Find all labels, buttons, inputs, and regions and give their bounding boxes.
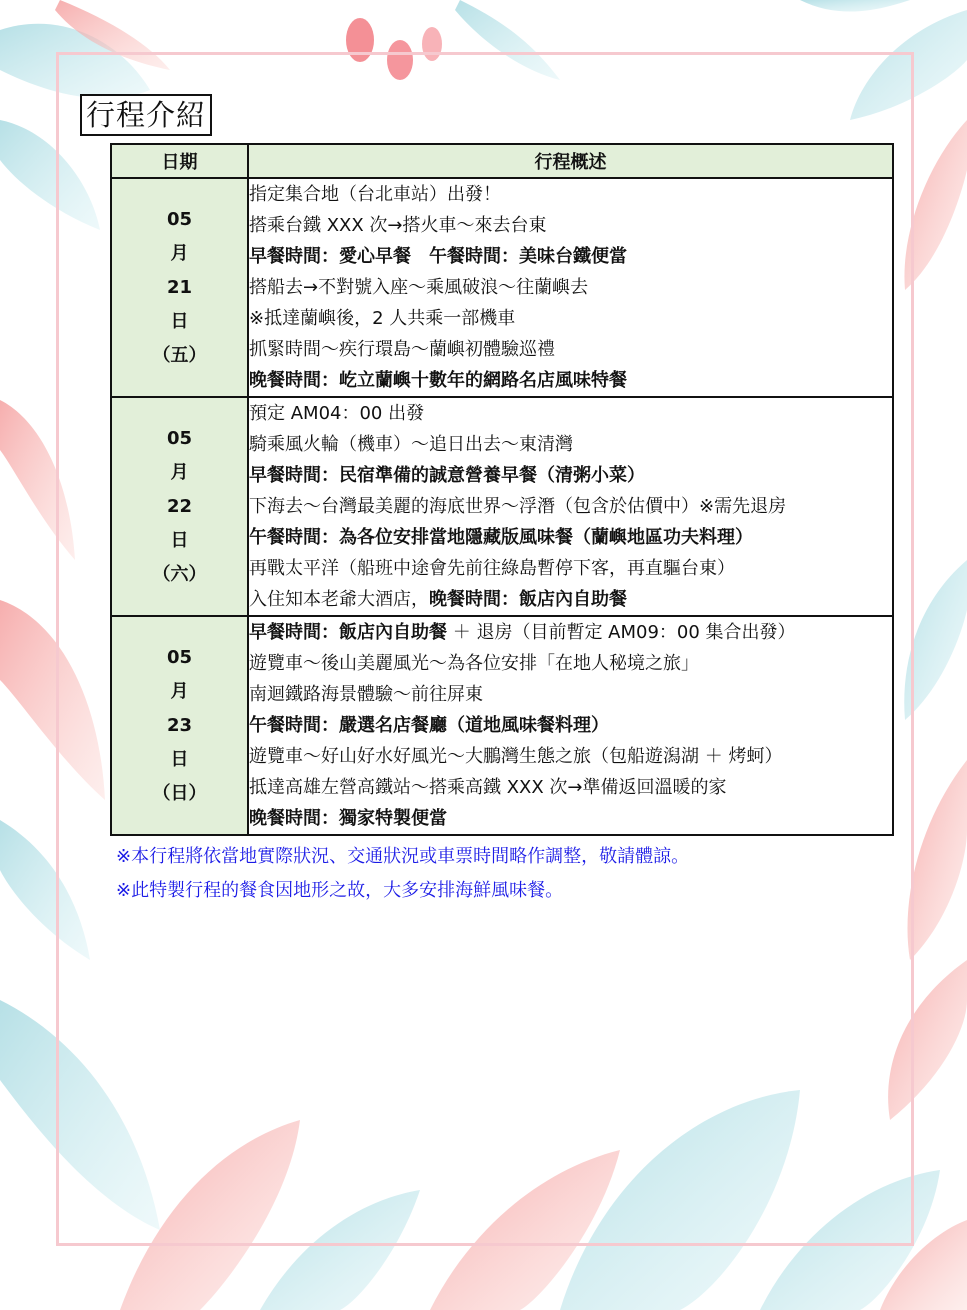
date-month-number: 05 bbox=[166, 208, 193, 230]
itinerary-line: ※抵達蘭嶼後，2 人共乘一部機車 bbox=[249, 308, 516, 329]
date-month-number: 05 bbox=[166, 646, 193, 668]
date-day-label: 日 bbox=[170, 310, 189, 332]
date-month-label: 月 bbox=[170, 461, 189, 483]
date-day-label: 日 bbox=[170, 748, 189, 770]
itinerary-line: 預定 AM04：00 出發 bbox=[249, 403, 425, 424]
note-line: ※本行程將依當地實際狀況、交通狀況或車票時間略作調整，敬請體諒。 bbox=[116, 846, 690, 867]
itinerary-line: 搭船去→不對號入座～乘風破浪～往蘭嶼去 bbox=[249, 277, 589, 298]
itinerary-table bbox=[110, 143, 894, 836]
itinerary-line: 騎乘風火輪（機車）～追日出去～東清灣 bbox=[249, 434, 573, 455]
itinerary-line: 南迴鐵路海景體驗～前往屏東 bbox=[249, 684, 483, 705]
itinerary-line: 再戰太平洋（船班中途會先前往綠島暫停下客，再直驅台東） bbox=[249, 558, 735, 579]
date-cell bbox=[111, 397, 248, 616]
note-line: ※此特製行程的餐食因地形之故，大多安排海鮮風味餐。 bbox=[116, 880, 564, 901]
date-cell bbox=[111, 616, 248, 835]
date-month-number: 05 bbox=[166, 427, 193, 449]
page-title: 行程介紹 bbox=[80, 94, 212, 136]
meal-line: 早餐時間：愛心早餐 午餐時間：美味台鐵便當 bbox=[249, 246, 627, 267]
description-cell bbox=[248, 178, 893, 397]
date-weekday: （六） bbox=[152, 563, 207, 585]
dinner-text: 晚餐時間：飯店內自助餐 bbox=[429, 589, 627, 610]
table-header-row bbox=[111, 144, 893, 178]
itinerary-line: 抵達高雄左營高鐵站～搭乘高鐵 XXX 次→準備返回溫暖的家 bbox=[249, 777, 727, 798]
itinerary-line: 遊覽車～後山美麗風光～為各位安排「在地人秘境之旅」 bbox=[249, 653, 699, 674]
notes bbox=[116, 840, 689, 908]
itinerary-line: 抓緊時間～疾行環島～蘭嶼初體驗巡禮 bbox=[249, 339, 555, 360]
date-weekday: （日） bbox=[152, 782, 207, 804]
meal-line bbox=[249, 617, 892, 648]
date-day-label: 日 bbox=[170, 529, 189, 551]
date-day-number: 22 bbox=[166, 495, 193, 517]
breakfast-text: 早餐時間：飯店內自助餐 bbox=[249, 622, 447, 643]
meal-line: 午餐時間：為各位安排當地隱藏版風味餐（蘭嶼地區功夫料理） bbox=[249, 527, 753, 548]
date-weekday: （五） bbox=[152, 344, 207, 366]
meal-line: 晚餐時間：獨家特製便當 bbox=[249, 808, 447, 829]
itinerary-line: 搭乘台鐵 XXX 次→搭火車～來去台東 bbox=[249, 215, 547, 236]
table-row bbox=[111, 178, 893, 397]
date-day-number: 23 bbox=[166, 714, 193, 736]
hotel-text: 入住知本老爺大酒店， bbox=[249, 589, 429, 610]
meal-line: 晚餐時間：屹立蘭嶼十數年的網路名店風味特餐 bbox=[249, 370, 627, 391]
description-cell bbox=[248, 397, 893, 616]
itinerary-line bbox=[249, 584, 892, 615]
meal-line: 午餐時間：嚴選名店餐廳（道地風味餐料理） bbox=[249, 715, 609, 736]
date-cell bbox=[111, 178, 248, 397]
header-description: 行程概述 bbox=[248, 144, 893, 178]
itinerary-line: 遊覽車～好山好水好風光～大鵬灣生態之旅（包船遊潟湖 ＋ 烤蚵） bbox=[249, 746, 783, 767]
table-row bbox=[111, 616, 893, 835]
checkout-text: ＋ 退房（目前暫定 AM09：00 集合出發） bbox=[447, 622, 796, 643]
meal-line: 早餐時間：民宿準備的誠意營養早餐（清粥小菜） bbox=[249, 465, 645, 486]
itinerary-line: 指定集合地（台北車站）出發！ bbox=[249, 184, 501, 205]
date-day-number: 21 bbox=[166, 276, 193, 298]
date-month-label: 月 bbox=[170, 242, 189, 264]
header-date: 日期 bbox=[111, 144, 248, 178]
date-month-label: 月 bbox=[170, 680, 189, 702]
itinerary-line: 下海去～台灣最美麗的海底世界～浮潛（包含於估價中）※需先退房 bbox=[249, 496, 787, 517]
table-row bbox=[111, 397, 893, 616]
description-cell bbox=[248, 616, 893, 835]
